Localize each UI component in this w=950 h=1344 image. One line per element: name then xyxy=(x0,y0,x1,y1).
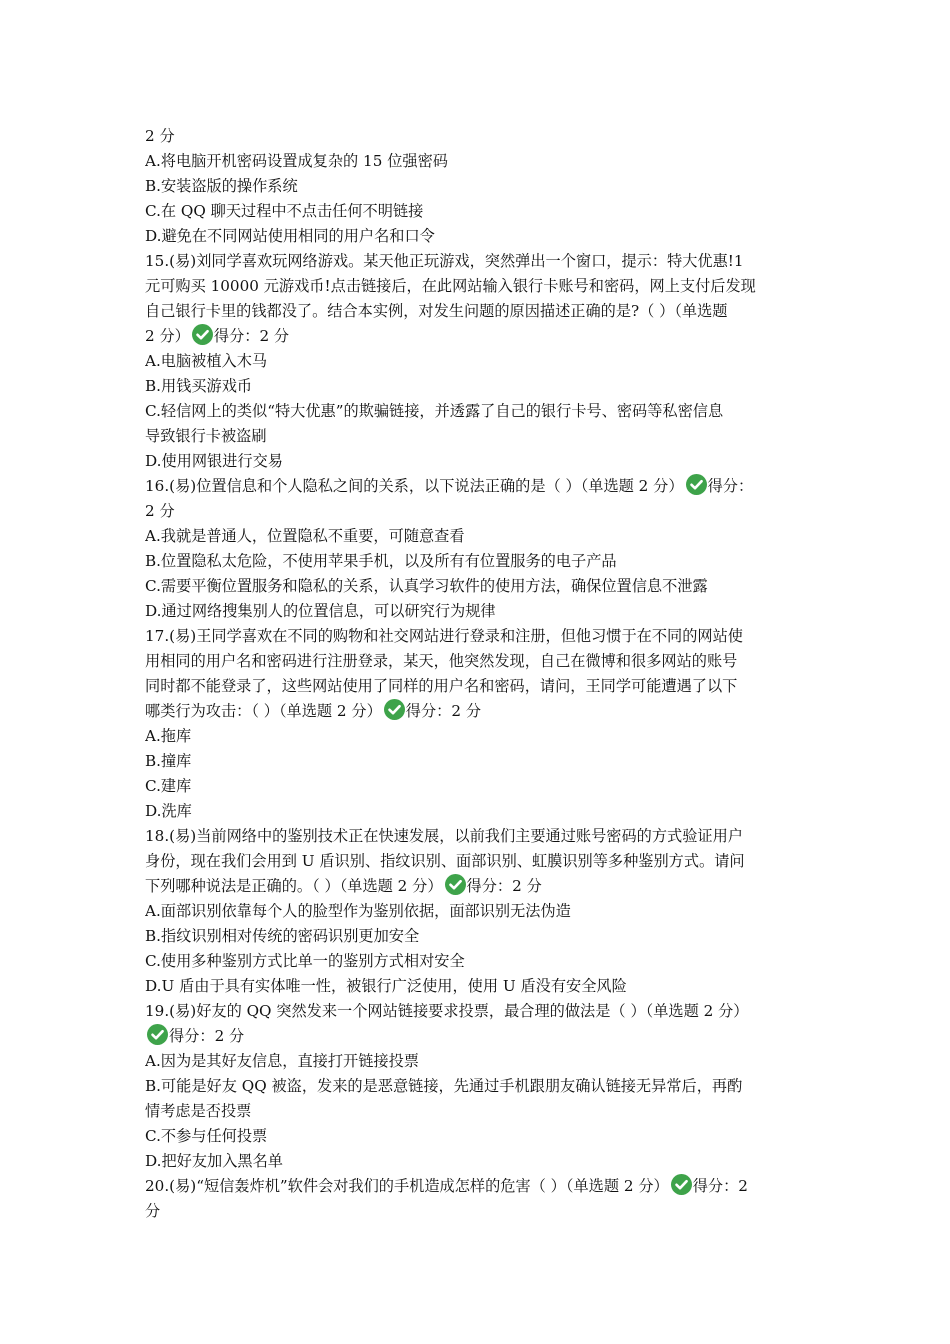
text-line xyxy=(145,674,813,699)
line-text: B.指纹识别相对传统的密码识别更加安全 xyxy=(145,927,420,945)
text-line xyxy=(145,924,813,949)
text-line xyxy=(145,1049,813,1074)
line-text: D.通过网络搜集别人的位置信息，可以研究行为规律 xyxy=(145,602,496,620)
text-line xyxy=(145,149,813,174)
line-text: 自己银行卡里的钱都没了。结合本实例，对发生问题的原因描述正确的是?（ ）（单选题 xyxy=(145,302,728,320)
line-text: 分 xyxy=(145,1202,161,1220)
line-text: 20.(易)“短信轰炸机”软件会对我们的手机造成怎样的危害（ ）（单选题 2 分） xyxy=(145,1177,669,1195)
line-text: 16.(易)位置信息和个人隐私之间的关系，以下说法正确的是（ ）（单选题 2 分） xyxy=(145,477,684,495)
line-text: A.电脑被植入木马 xyxy=(145,352,268,370)
text-line xyxy=(145,649,813,674)
text-line xyxy=(145,324,813,349)
line-text: C.使用多种鉴别方式比单一的鉴别方式相对安全 xyxy=(145,952,465,970)
text-line xyxy=(145,949,813,974)
line-text: D.避免在不同网站使用相同的用户名和口令 xyxy=(145,227,435,245)
line-text: 哪类行为攻击：（ ）（单选题 2 分） xyxy=(145,702,382,720)
text-line xyxy=(145,399,813,424)
text-line xyxy=(145,749,813,774)
text-line xyxy=(145,574,813,599)
line-text: 17.(易)王同学喜欢在不同的购物和社交网站进行登录和注册，但他习惯于在不同的网站使 xyxy=(145,627,743,645)
text-line xyxy=(145,699,813,724)
line-text: C.建库 xyxy=(145,777,192,795)
text-line xyxy=(145,1074,813,1099)
check-circle-icon xyxy=(671,1174,692,1195)
line-text: B.撞库 xyxy=(145,752,192,770)
line-text: 2 分 xyxy=(145,502,175,520)
line-text: 2 分 xyxy=(145,127,175,145)
line-text: A.因为是其好友信息，直接打开链接投票 xyxy=(145,1052,419,1070)
text-line xyxy=(145,974,813,999)
text-line xyxy=(145,524,813,549)
check-circle-icon xyxy=(192,324,213,345)
line-text: D.把好友加入黑名单 xyxy=(145,1152,283,1170)
line-text: C.在 QQ 聊天过程中不点击任何不明链接 xyxy=(145,202,424,220)
text-line xyxy=(145,1099,813,1124)
line-text: C.轻信网上的类似“特大优惠”的欺骗链接，并透露了自己的银行卡号、密码等私密信息 xyxy=(145,402,724,420)
line-text: B.安装盗版的操作系统 xyxy=(145,177,298,195)
line-text: B.用钱买游戏币 xyxy=(145,377,253,395)
line-text: B.可能是好友 QQ 被盗，发来的是恶意链接，先通过手机跟朋友确认链接无异常后，再酌 xyxy=(145,1077,743,1095)
line-text: 情考虑是否投票 xyxy=(145,1102,252,1120)
line-text: 下列哪种说法是正确的。（ ）（单选题 2 分） xyxy=(145,877,443,895)
line-text: C.需要平衡位置服务和隐私的关系，认真学习软件的使用方法，确保位置信息不泄露 xyxy=(145,577,708,595)
text-line xyxy=(145,1174,813,1199)
text-line xyxy=(145,274,813,299)
text-line xyxy=(145,374,813,399)
score-text: 得分：2 分 xyxy=(213,327,290,345)
text-line xyxy=(145,599,813,624)
score-text: 得分：2 分 xyxy=(466,877,542,895)
document-page xyxy=(145,124,813,1224)
text-line xyxy=(145,449,813,474)
text-line xyxy=(145,224,813,249)
text-line xyxy=(145,249,813,274)
text-line xyxy=(145,499,813,524)
text-line xyxy=(145,474,813,499)
score-text: 得分：2 分 xyxy=(169,1027,245,1045)
line-text: 同时都不能登录了，这些网站使用了同样的用户名和密码，请问，王同学可能遭遇了以下 xyxy=(145,677,738,695)
check-circle-icon xyxy=(445,874,466,895)
text-line xyxy=(145,424,813,449)
text-line xyxy=(145,174,813,199)
score-text: 得分：2 分 xyxy=(405,702,482,720)
text-line xyxy=(145,824,813,849)
text-line xyxy=(145,199,813,224)
line-text: A.拖库 xyxy=(145,727,192,745)
text-line xyxy=(145,1124,813,1149)
line-text: D.U 盾由于具有实体唯一性，被银行广泛使用，使用 U 盾没有安全风险 xyxy=(145,977,627,995)
line-text: 15.(易)刘同学喜欢玩网络游戏。某天他正玩游戏，突然弹出一个窗口，提示：特大优惠!1 xyxy=(145,252,744,270)
line-text: 19.(易)好友的 QQ 突然发来一个网站链接要求投票，最合理的做法是（ ）（单选题 2 分） xyxy=(145,1002,749,1020)
line-text: C.不参与任何投票 xyxy=(145,1127,268,1145)
line-text: 导致银行卡被盗刷 xyxy=(145,427,267,445)
text-line xyxy=(145,299,813,324)
text-line xyxy=(145,774,813,799)
line-text: A.将电脑开机密码设置成复杂的 15 位强密码 xyxy=(145,152,448,170)
text-line xyxy=(145,124,813,149)
score-text: 得分：2 xyxy=(692,1177,748,1195)
check-circle-icon xyxy=(686,474,707,495)
text-line xyxy=(145,1149,813,1174)
line-text: B.位置隐私太危险，不使用苹果手机，以及所有有位置服务的电子产品 xyxy=(145,552,617,570)
text-line xyxy=(145,349,813,374)
text-line xyxy=(145,899,813,924)
line-text: D.洗库 xyxy=(145,802,192,820)
line-text: 用相同的用户名和密码进行注册登录，某天，他突然发现，自己在微博和很多网站的账号 xyxy=(145,652,738,670)
text-line xyxy=(145,1024,813,1049)
text-line xyxy=(145,549,813,574)
check-circle-icon xyxy=(384,699,405,720)
line-text: A.我就是普通人，位置隐私不重要，可随意查看 xyxy=(145,527,465,545)
line-text: 18.(易)当前网络中的鉴别技术正在快速发展，以前我们主要通过账号密码的方式验证用户 xyxy=(145,827,743,845)
text-line xyxy=(145,999,813,1024)
line-text: A.面部识别依靠每个人的脸型作为鉴别依据，面部识别无法伪造 xyxy=(145,902,571,920)
text-line xyxy=(145,799,813,824)
check-circle-icon xyxy=(147,1024,168,1045)
text-line xyxy=(145,849,813,874)
text-line xyxy=(145,624,813,649)
text-line xyxy=(145,724,813,749)
score-text: 得分： xyxy=(707,477,754,495)
text-line xyxy=(145,1199,813,1224)
text-line xyxy=(145,874,813,899)
line-text: 身份，现在我们会用到 U 盾识别、指纹识别、面部识别、虹膜识别等多种鉴别方式。请问 xyxy=(145,852,745,870)
line-text: D.使用网银进行交易 xyxy=(145,452,283,470)
line-text: 2 分） xyxy=(145,327,190,345)
line-text: 元可购买 10000 元游戏币!点击链接后，在此网站输入银行卡账号和密码，网上支付后发现 xyxy=(145,277,756,295)
